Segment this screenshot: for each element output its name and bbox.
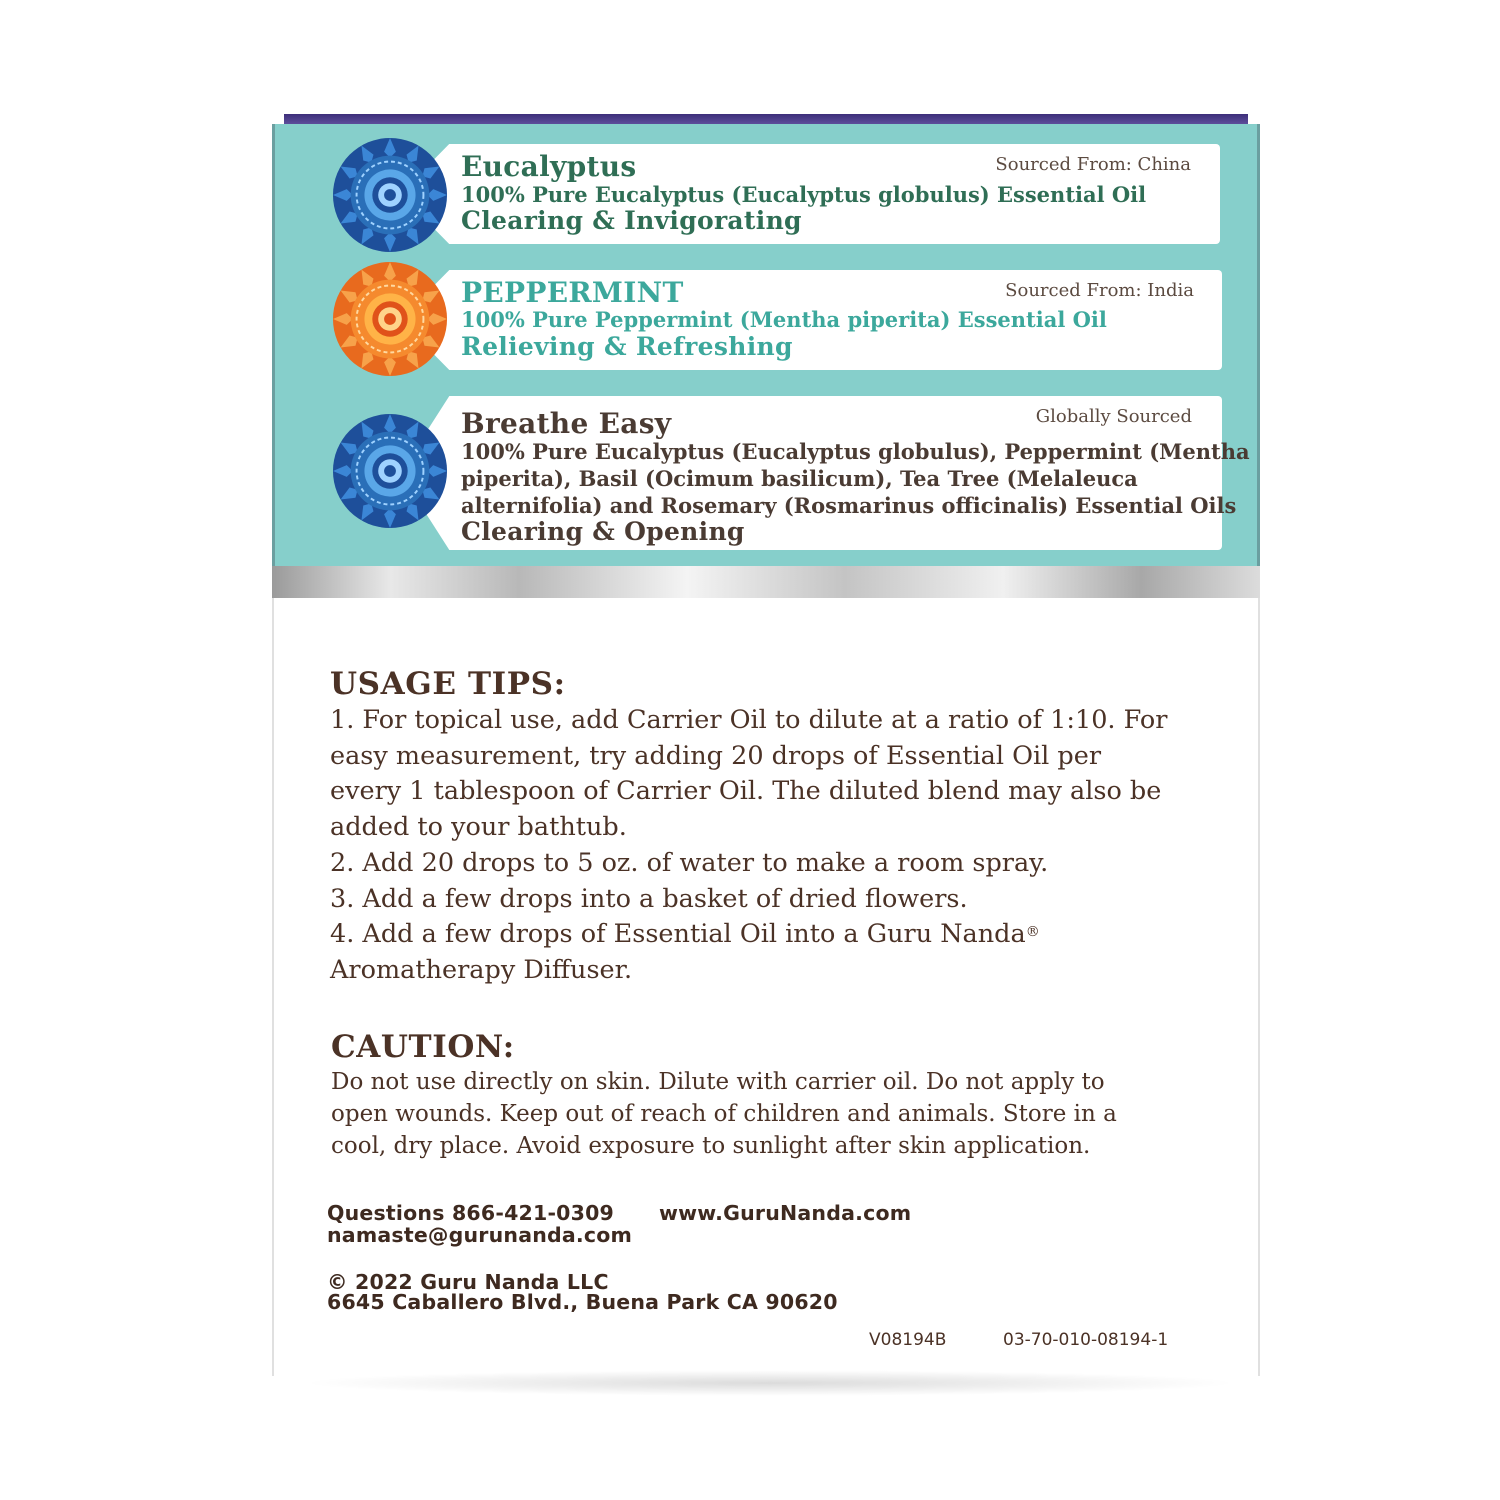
blue-mandala-icon (331, 412, 449, 530)
oil-name: PEPPERMINT (461, 276, 684, 309)
oil-description: 100% Pure Peppermint (Mentha piperita) Essential Oil (461, 307, 1107, 332)
email-address: namaste@gurunanda.com (327, 1223, 633, 1247)
oil-benefit: Clearing & Opening (461, 517, 745, 546)
oil-name: Eucalyptus (461, 150, 637, 183)
oil-benefit: Clearing & Invigorating (461, 206, 802, 235)
company-block (327, 1272, 838, 1312)
oil-name: Breathe Easy (461, 407, 672, 440)
oil-description: 100% Pure Eucalyptus (Eucalyptus globulus) Essential Oil (461, 182, 1147, 207)
caution-line: cool, dry place. Avoid exposure to sunlight after skin application. (331, 1133, 1091, 1159)
caution-line: open wounds. Keep out of reach of children and animals. Store in a (331, 1101, 1117, 1127)
usage-line: easy measurement, try adding 20 drops of Essential Oil per (330, 740, 1102, 771)
caution-heading: CAUTION: (331, 1029, 515, 1065)
contact-block (327, 1202, 632, 1246)
box-shadow (300, 1370, 1240, 1396)
address: 6645 Caballero Blvd., Buena Park CA 90620 (327, 1290, 838, 1314)
usage-tips-list (330, 703, 1210, 989)
usage-line: added to your bathtub. (330, 812, 627, 843)
orange-mandala-icon (331, 260, 449, 378)
oil-benefit: Relieving & Refreshing (461, 332, 793, 361)
caution-line: Do not use directly on skin. Dilute with carrier oil. Do not apply to (331, 1069, 1105, 1095)
usage-line: 3. Add a few drops into a basket of dried flowers. (330, 883, 968, 914)
caution-text (331, 1066, 1211, 1162)
version-code: V08194B (869, 1330, 947, 1350)
usage-line: 2. Add 20 drops to 5 oz. of water to make a room spray. (330, 847, 1049, 878)
oil-description: 100% Pure Eucalyptus (Eucalyptus globulus), Peppermint (Mentha piperita), Basil (Ocimum basilicum), Tea Tree (Melaleuca alternifolia) and Rosemary (Rosmarinus officinalis) Essential Oils (461, 439, 1250, 518)
oil-source: Sourced From: India (1005, 280, 1194, 301)
usage-line: 1. For topical use, add Carrier Oil to dilute at a ratio of 1:10. For (330, 705, 1168, 735)
usage-line: every 1 tablespoon of Carrier Oil. The diluted blend may also be (330, 776, 1162, 807)
usage-tips-heading: USAGE TIPS: (330, 666, 566, 702)
blue-mandala-icon (331, 136, 449, 254)
registered-mark: ® (1025, 924, 1040, 941)
oil-source: Globally Sourced (1035, 406, 1192, 427)
usage-line: Aromatherapy Diffuser. (330, 954, 633, 985)
oil-source: Sourced From: China (995, 154, 1191, 175)
usage-line: 4. Add a few drops of Essential Oil into a Guru Nanda® (330, 919, 1040, 950)
silver-foil-band (272, 566, 1260, 599)
copyright: © 2022 Guru Nanda LLC (327, 1270, 609, 1294)
phone-number: Questions 866-421-0309 (327, 1201, 615, 1225)
website-link: www.GuruNanda.com (659, 1201, 912, 1225)
item-code: 03-70-010-08194-1 (1003, 1330, 1169, 1350)
